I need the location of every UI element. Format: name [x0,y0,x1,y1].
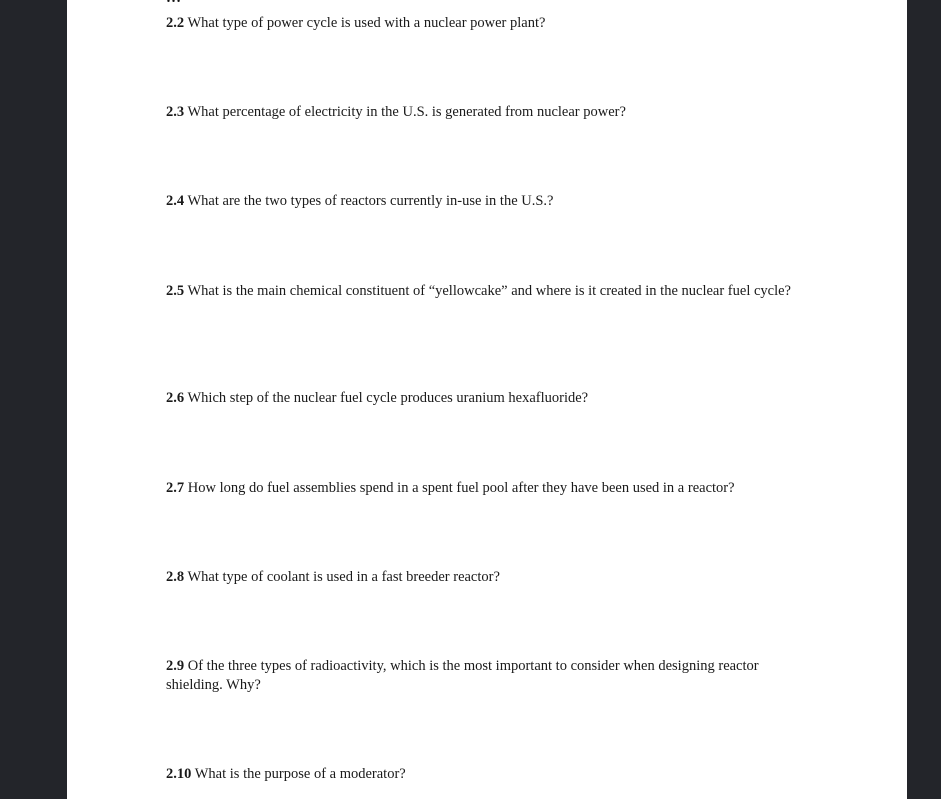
question-number: 2.10 [166,766,192,782]
question-2-7 [166,479,796,498]
question-2-6 [166,389,796,408]
question-2-9 [166,657,796,695]
question-text: Which step of the nuclear fuel cycle produces uranium hexafluoride? [187,390,589,406]
question-2-2 [166,14,796,33]
question-2-8 [166,568,796,587]
question-number: 2.2 [166,15,185,31]
question-2-5 [166,282,796,301]
question-number: 2.5 [166,283,185,299]
question-text: What is the purpose of a moderator? [194,766,406,782]
question-text: What type of coolant is used in a fast breeder reactor? [187,569,500,585]
document-page [67,0,907,799]
question-text: What percentage of electricity in the U.S. is generated from nuclear power? [187,104,626,120]
question-2-3 [166,103,796,122]
question-text: What type of power cycle is used with a nuclear power plant? [187,15,546,31]
question-text: What is the main chemical constituent of “yellowcake” and where is it created in the nuclear fuel cycle? [187,283,791,299]
question-number: 2.8 [166,569,185,585]
question-2-4 [166,192,796,211]
question-number: 2.9 [166,658,185,674]
question-number: 2.3 [166,104,185,120]
question-number: 2.7 [166,480,185,496]
question-text: Of the three types of radioactivity, which is the most important to consider when designing reactor shielding. Why? [166,658,759,693]
question-text: What are the two types of reactors currently in-use in the U.S.? [187,193,554,209]
question-2-10 [166,765,796,784]
cut-off-text [166,0,181,7]
question-number: 2.4 [166,193,185,209]
question-number: 2.6 [166,390,185,406]
question-text: How long do fuel assemblies spend in a spent fuel pool after they have been used in a reactor? [187,480,735,496]
